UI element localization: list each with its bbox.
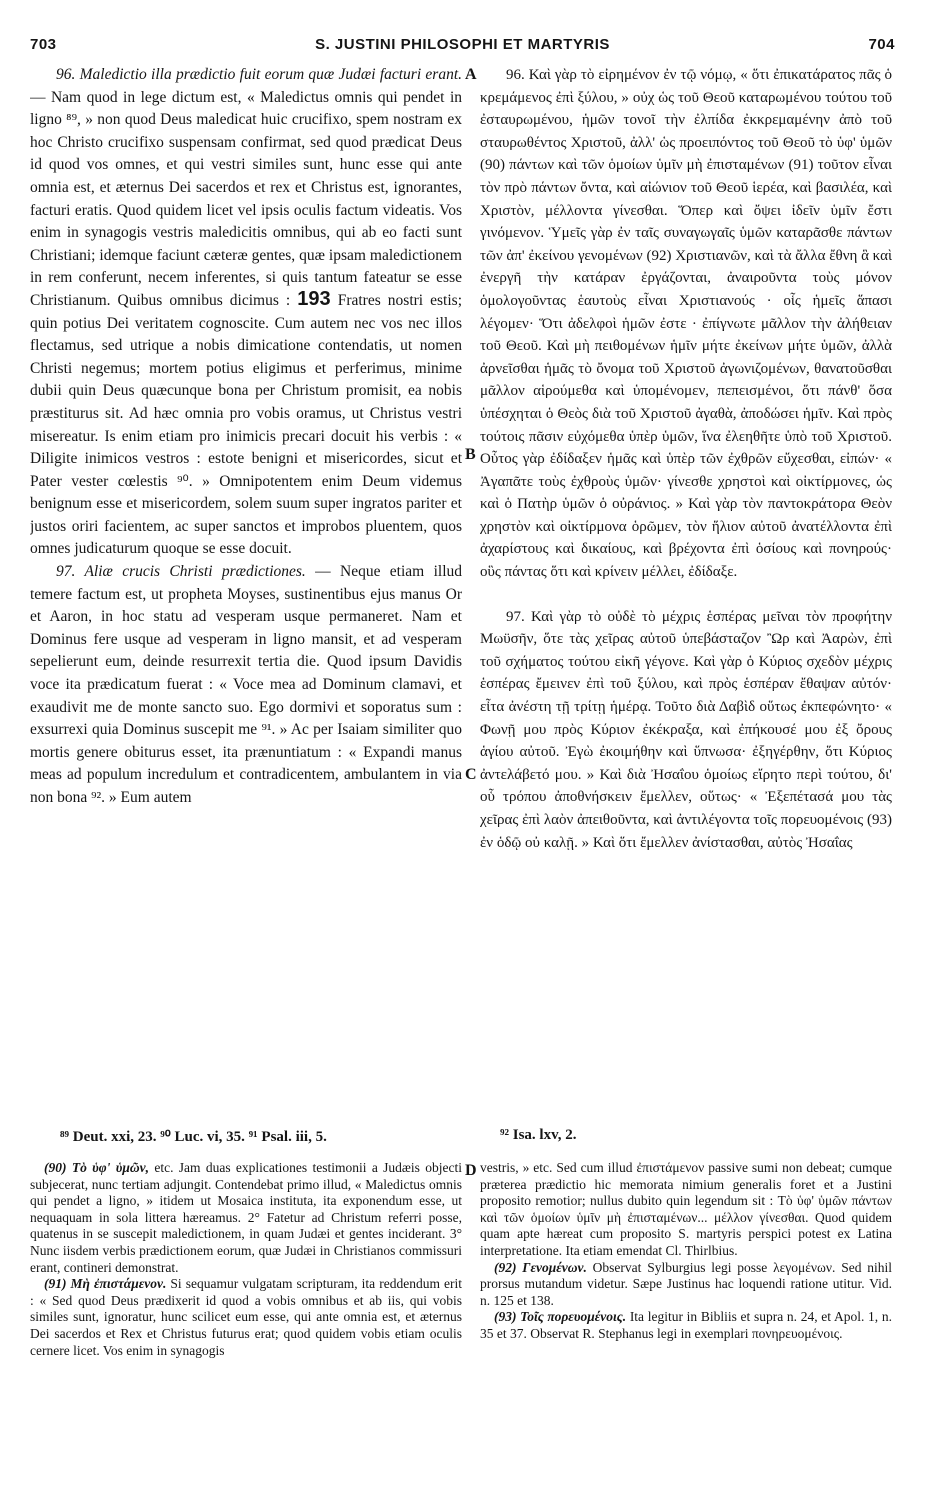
scripture-refs-left: ⁸⁹ Deut. xxi, 23. ⁹⁰ Luc. vi, 35. ⁹¹ Psal. iii, 5. — [60, 1129, 327, 1145]
section-97-text: — Neque etiam illud temere factum est, ut propheta Moyses, sustinentibus ejus manus Or et Aaron, in hoc statu ad vesperam usque permaneret. Nam et Dominus fere usque ad vesperam in ligno mansit, et ad vesperam sepelierunt eum, deinde resurrexit tertia die. Quod ipsum Davidis voce ita prædicatum fuerat : « Voce mea ad Dominum clamavi, et exaudivit me de monte sancto suo. Ego dormivi et soporatus sum : exsurrexi quia Dominus suscepit me ⁹¹. » Ac per Isaiam similiter quo mortis genere obiturus esset, ita prænuntiatum : « Expandi manus meas ad populum incredulum et contradicentem, ambulantem in via non bona ⁹². » Eum autem — [30, 563, 462, 806]
section-97-heading: 97. Aliæ crucis Christi prædictiones. — [56, 563, 306, 581]
note-91 — [30, 1276, 462, 1359]
note-90-head: (90) Τὸ ὑφ' ὑμῶν, — [44, 1160, 149, 1175]
latin-column — [30, 64, 462, 1124]
footnotes-left — [30, 1160, 462, 1490]
latin-section-96 — [30, 64, 462, 561]
margin-letter-a: A — [465, 66, 477, 83]
margin-letter-c: C — [465, 766, 477, 783]
note-93 — [480, 1309, 892, 1342]
footnotes-right — [480, 1160, 892, 1490]
note-93-head: (93) Τοῖς πορευομένοις. — [494, 1309, 627, 1325]
note-92-head: (92) Γενομένων. — [494, 1259, 587, 1275]
note-90-text: etc. Jam duas explicationes testimonii a Judæis objecti subjecerat, nunc tertiam adjungit. Contendebat primo illud, « Maledictus omnis qui pendet a ligno, » itidem ut Mosaica instituta, ita exponendum esse, ut nequaquam in sola littera hæreamus. 2° Fatetur ad Christum referri posse, quatenus in se suscepit maledictionem, in quam Judæi et gentes inciderant. 3° Nunc iisdem verbis prædictionem eorum, quæ Judæi in Christianos commissuri erant, contineri demonstrat. — [30, 1160, 462, 1275]
running-title: S. JUSTINI PHILOSOPHI ET MARTYRIS — [315, 36, 610, 53]
note-91-head: (91) Μὴ ἐπιστάμενον. — [44, 1276, 167, 1292]
greek-section-97: 97. Καὶ γὰρ τὸ οὐδὲ τὸ μέχρις ἑσπέρας μεῖναι τὸν προφήτην Μωϋσῆν, ὅτε τὰς χεῖρας αὐτοῦ ὑπεβάσταζον Ὢρ καὶ Ἀαρὼν, ἐπὶ τοῦ σχήματος τούτου εἰκῆ γέγονε. Καὶ γὰρ ὁ Κύριος σχεδὸν μέχρις ἑσπέρας ἔμεινεν ἐπὶ τοῦ ξύλου, καὶ πρὸς ἑσπέραν ἔθαψαν αὐτόν· εἶτα ἀνέστη τῇ τρίτῃ ἡμέρᾳ. Τοῦτο διὰ Δαβὶδ οὕτως ἐκπεφώνητο· « Φωνῇ μου πρὸς Κύριον ἐκέκραξα, καὶ ἐπήκουσέ μου ἐξ ὄρους ἁγίου αὐτοῦ. Ἐγὼ ἐκοιμήθην καὶ ὕπνωσα· ἐξηγέρθην, ὅτι Κύριος ἀντελάβετό μου. » Καὶ διὰ Ἠσαΐου ὁμοίως εἴρητο περὶ τούτου, δι' οὗ τρόπου ἀποθνήσκειν ἔμελλεν, οὕτως· « Ἐξεπέτασά μου τὰς χεῖρας ἐπὶ λαὸν ἀπειθοῦντα, καὶ ἀντιλέγοντα τοῖς πορευομένοις (93) ἐν ὁδῷ οὐ καλῇ. » Καὶ ὅτι ἔμελλεν ἀνίστασθαι, αὐτὸς Ἠσαΐας — [480, 608, 892, 851]
note-91-text: Si sequamur vulgatam scripturam, ita reddendum erit : « Sed quod Deus prædixerit id quod a vobis omnibus et ab iis, qui vobis similes sunt, ignoratur, hunc scilicet eum esse, qui ante omnia est, et æternus Dei sacerdos et Rex et Christus futurus erat; quod quidem vobis etiam oculis cernere licet. Vos enim in synagogis — [30, 1276, 462, 1358]
page-number-right: 704 — [868, 36, 895, 53]
section-96-text-part2: Fratres nostri estis; quin potius Dei veritatem cognoscite. Cum autem nec vos nec illos flectamus, sed utrique a nobis dimicatione contendatis, ut nomen Christi negemus; mortem potius eligimus et perferimus, minime dubii quin Deus quæcunque bona per Christum promisit, ea nobis præstiturus sit. Ad hæc omnia pro vobis oramus, ut Christus vestri misereatur. Is enim etiam pro inimicis precari docuit his verbis : « Diligite inimicos vestros : estote benigni et misericordes, sicut et Pater vester cœlestis ⁹⁰. » Omnipotentem enim Deum videmus benignum esse et misericordem, solem suum super ingratos pariter et justos oriri facientem, ac super sanctos et improbos pluentem, quos omnes judicaturum quoque se esse docuit. — [30, 291, 462, 558]
scripture-refs-right: ⁹² Isa. lxv, 2. — [500, 1127, 577, 1143]
section-96-text-part1: — Nam quod in lege dictum est, « Maledictus omnis qui pendet in ligno ⁸⁹, » non quod Deus maledicat huic crucifixo, spem nostram ex hoc Christo crucifixo suspensam confirmat, sed quod prædicat Deus id quod vos omnes, et qui vestri similes sunt, hunc esse qui ante omnia est, et æternus Dei sacerdos et rex et Christus est, ignorantes, facturi eratis. Quod quidem licet vel ipsis oculis factum videatis. Vos enim in synagogis vestris maledicitis omnibus, qui ab eo facti sunt Christiani; idemque faciunt cæteræ gentes, quæ ipsam maledictionem in rem conferunt, necem inferentes, si quis tantum fateatur se esse Christianum. Quibus omnibus dicimus : — [30, 88, 462, 309]
margin-letter-b: B — [465, 446, 476, 463]
note-91-continued: vestris, » etc. Sed cum illud ἐπιστάμενον passive sumi non debeat; cumque præterea prædictio hic memorata nimium generalis foret et a Justini proposito remotior; nullus dubito quin legendum sit : Τὸ ὑφ' ὑμῶν πάντων καὶ τῶν ὁμοίων ὑμῖν μὴ ἐπισταμένων... μέλλον γίνεσθαι. Quod quidem quam apte hæreat cum proposito S. martyris perspici potest ex Latina interpretatione. Ita etiam emendat Cl. Thirlbius. — [480, 1160, 892, 1258]
running-head — [30, 36, 895, 56]
note-90 — [30, 1160, 462, 1276]
section-96-heading: 96. Maledictio illa prædictio fuit eorum quæ Judæi facturi erant. — [56, 66, 462, 83]
greek-column — [480, 64, 892, 1124]
margin-letter-d: D — [465, 1162, 477, 1179]
note-93-text: Ita legitur in Bibliis et supra n. 24, et Apol. 1, n. 35 et 37. Observat R. Stephanus legi in exemplari πονηρευομένοις. — [480, 1309, 892, 1341]
greek-section-96: 96. Καὶ γὰρ τὸ εἰρημένον ἐν τῷ νόμῳ, « ὅτι ἐπικατάρατος πᾶς ὁ κρεμάμενος ἐπὶ ξύλου, » οὐχ ὡς τοῦ Θεοῦ καταρωμένου τούτου τοῦ ἐσταυρωμένου, ἡμῶν τονοῖ τὴν ἐλπίδα ἐκκρεμαμένην ἀπὸ τοῦ σταυρωθέντος Χριστοῦ, ἀλλ' ὡς προειπόντος τοῦ Θεοῦ τὸ ὑφ' ὑμῶν (90) πάντων καὶ τῶν ὁμοίων ὑμῖν μὴ ἐπισταμένων (91) τοῦτον εἶναι τὸν πρὸ πάντων ὄντα, καὶ αἰώνιον τοῦ Θεοῦ ἱερέα, καὶ βασιλέα, καὶ Χριστὸν, μέλλοντα γίνεσθαι. Ὅπερ καὶ ὄψει ἰδεῖν ὑμῖν ἔστι γινόμενον. Ὑμεῖς γὰρ ἐν ταῖς συναγωγαῖς ὑμῶν καταρᾶσθε πάντων τῶν ἀπ' ἐκείνου γενομένων (92) Χριστιανῶν, καὶ τὰ ἄλλα ἔθνη ἃ καὶ ἐνεργῆ τὴν κατάραν ἐργάζονται, ἀναιροῦντα τοὺς μόνον ὁμολογοῦντας ἑαυτοὺς εἶναι Χριστιανούς · οἷς ἡμεῖς ἅπασι λέγομεν· Ὅτι ἀδελφοὶ ἡμῶν ἐστε · ἐπίγνωτε μᾶλλον τὴν ἀλήθειαν τοῦ Θεοῦ. Καὶ μὴ πειθομένων ἡμῖν μήτε ἐκείνων μήτε ὑμῶν, ἀλλὰ ἀρνεῖσθαι ἡμᾶς τὸ ὄνομα τοῦ Χριστοῦ ἀγωνιζομένων, θανατοῦσθαι μᾶλλον αἱρούμεθα καὶ ὑπομένομεν, πεπεισμένοι, ὅτι πάνθ' ὅσα ὑπέσχηται ὁ Θεὸς διὰ τοῦ Χριστοῦ ἀγαθὰ, ἀποδώσει ἡμῖν. Καὶ πρὸς τούτοις πᾶσιν εὐχόμεθα ὑπὲρ ὑμῶν, ἵνα ἐλεηθῆτε ὑπὸ τοῦ Χριστοῦ. Οὗτος γὰρ ἐδίδαξεν ἡμᾶς καὶ ὑπὲρ τῶν ἐχθρῶν εὔχεσθαι, εἰπών· « Ἀγαπᾶτε τοὺς ἐχθροὺς ὑμῶν· γίνεσθε χρηστοὶ καὶ οἰκτίρμονες, ὡς καὶ ὁ Πατὴρ ὑμῶν ὁ οὐράνιος. » Καὶ γὰρ τὸν παντοκράτορα Θεὸν χρηστὸν καὶ οἰκτίρμονα ὁρῶμεν, τὸν ἥλιον αὐτοῦ ἀνατέλλοντα ἐπὶ ἀχαρίστους καὶ δικαίους, καὶ βρέχοντα ἐπὶ ὁσίους καὶ πονηρούς· οὓς πάντας ὅτι καὶ κρίνειν μέλλει, ἐδίδαξε. — [480, 67, 892, 581]
page-number-left: 703 — [30, 36, 57, 53]
note-92-text: Observat Sylburgius legi posse λεγομένων. Sed nihil prorsus mutandum videtur. Sæpe Justinus hac loquendi ratione utitur. Vid. n. 125 et 138. — [480, 1259, 892, 1308]
note-92 — [480, 1260, 892, 1310]
column-number: 193 — [297, 287, 331, 310]
latin-section-97 — [30, 561, 462, 810]
